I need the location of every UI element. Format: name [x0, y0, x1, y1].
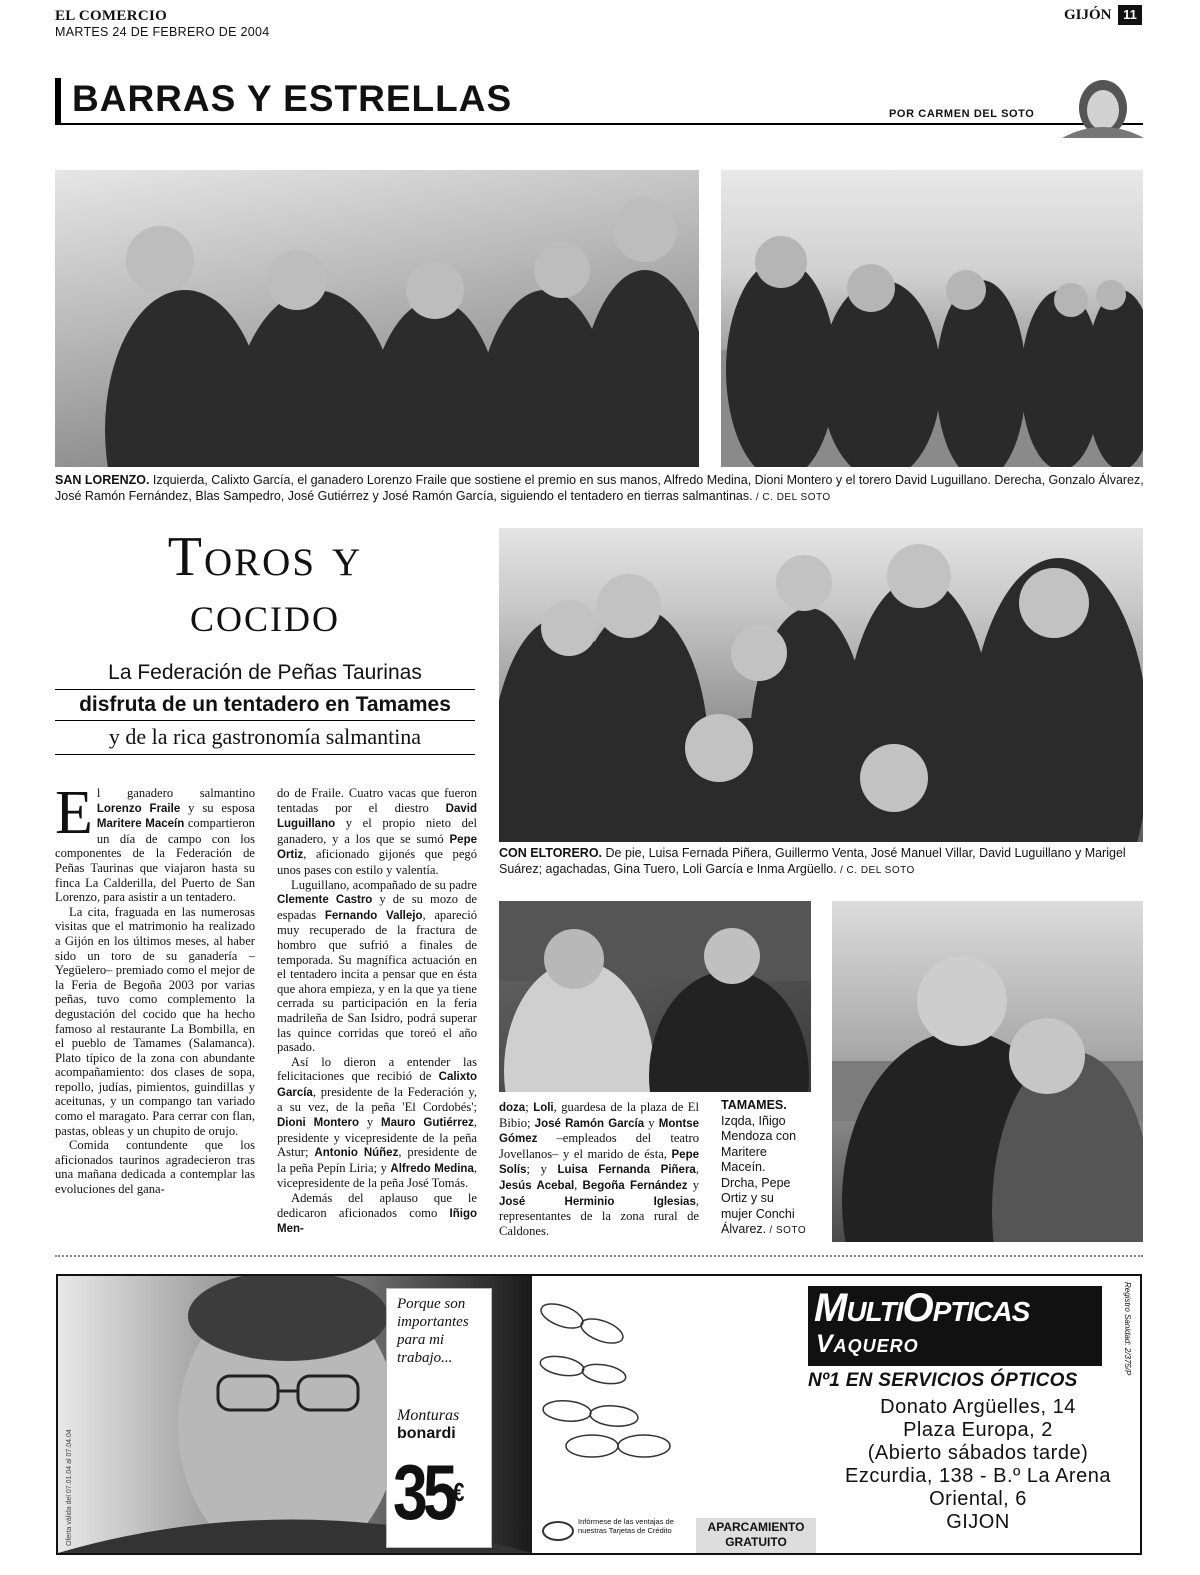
caption-tamames-line: Maritere	[721, 1144, 767, 1159]
name-mauro-gutierrez: Mauro Gutiérrez	[380, 1117, 474, 1130]
title-left-bar	[55, 78, 61, 124]
ad-quote	[387, 1289, 491, 1367]
article-column-1	[55, 779, 255, 1197]
caption-tamames-line: Izqda, Iñigo	[721, 1113, 786, 1128]
name-jose-herminio-iglesias: José Herminio Iglesias	[499, 1195, 696, 1208]
col3-text: , representantes de la zona rural de Caldones.	[499, 1193, 699, 1238]
ad-slogan: Nº1 EN SERVICIOS ÓPTICOS	[808, 1370, 1078, 1391]
headline-line1: Toros y	[167, 526, 363, 588]
col2-text: , apareció muy recuperado de la fractura de hombro que sufrió a finales de temporada. Su magnífica actuación en el tentadero incita a pensar que en ésta que ahora empieza, y en la que ya tiene cerrada su participación en la feria madrileña de San Isidro, podrá superar las quince corridas que toreó el año pasado.	[277, 907, 477, 1055]
name-jesus-acebal: Jesús Acebal	[499, 1179, 575, 1192]
photo-tamames-restaurant	[499, 901, 811, 1092]
name-pepe-ortiz: Pepe Ortiz	[277, 833, 477, 862]
col2-text: y	[359, 1115, 381, 1130]
ad-quote-line: para mi	[397, 1332, 445, 1348]
author-portrait	[1062, 72, 1144, 138]
name-inigo-mendoza-cont: doza	[499, 1102, 526, 1114]
glasses-icon	[532, 1286, 702, 1486]
ad-frames-brand: bonardi	[397, 1425, 456, 1442]
ad-brand-name: MultiOpticas	[814, 1286, 1030, 1330]
ad-card-note: Infórmese de las ventajas de nuestras Tarjetas de Crédito	[578, 1517, 674, 1535]
col2-text: , presidente de la Federación y, a su vez, de la peña 'El Cordobés';	[277, 1084, 477, 1115]
name-luisa-fernanda-pinera: Luisa Fernanda Piñera	[557, 1164, 696, 1177]
caption-tamames-line: Álvarez.	[721, 1222, 767, 1236]
col3-text: , guardesa de la plaza de El Bibio;	[499, 1100, 699, 1130]
name-calixto-garcia: Calixto García	[277, 1071, 477, 1099]
advertisement[interactable]	[56, 1274, 1142, 1555]
caption-tamames-line: Ortiz y su	[721, 1191, 774, 1205]
col1-text-c: compartieron un día de campo con los componentes de la Federación de Peñas Taurinas que viajaron hasta su finca La Calderilla, del Puerto de San Lorenzo, para asistir a un tentadero.	[55, 816, 255, 905]
caption-san-lorenzo-credit: / C. DEL SOTO	[752, 492, 831, 503]
name-jose-ramon-garcia: José Ramón García	[534, 1117, 645, 1130]
name-fernando-vallejo: Fernando Vallejo	[324, 909, 423, 922]
ad-price	[393, 1447, 464, 1537]
column-title: BARRAS Y ESTRELLAS	[72, 78, 513, 119]
ad-parking-line: GRATUITO	[725, 1535, 787, 1549]
col1-text-a: l ganadero salmantino	[96, 786, 255, 800]
col2-text: , vicepresidente de la peña José Tomás.	[277, 1160, 478, 1191]
byline: POR CARMEN DEL SOTO	[889, 108, 1035, 120]
col2-text: , presidente y vicepresidente de la peña Astur;	[277, 1115, 478, 1160]
caption-torero-label: CON ELTORERO.	[499, 846, 603, 860]
article-column-3	[499, 1100, 699, 1238]
ad-address-line: GIJON	[946, 1511, 1010, 1533]
ad-price-currency: €	[452, 1477, 465, 1507]
col2-text: Luguillano, acompañado de su padre	[291, 877, 477, 892]
name-lorenzo-fraile: Lorenzo Fraile	[96, 802, 181, 815]
caption-tamames-line: Maceín.	[721, 1160, 766, 1174]
issue-date: MARTES 24 DE FEBRERO DE 2004	[55, 25, 270, 39]
ad-price-box	[386, 1288, 492, 1548]
photo-tentadero-spectators	[721, 170, 1143, 467]
col2-text: y el propio nieto del ganadero, y a los que se sumó	[277, 816, 477, 846]
ad-quote-line: importantes	[397, 1314, 469, 1330]
ad-address-line: Plaza Europa, 2	[903, 1419, 1053, 1441]
caption-con-el-torero	[499, 845, 1145, 879]
ad-address-line: Ezcurdia, 138 - B.º La Arena	[845, 1465, 1111, 1487]
ad-address-line: Donato Argüelles, 14	[880, 1396, 1076, 1418]
photo-con-el-torero	[499, 528, 1143, 842]
col1-paragraph-3: Comida contundente que los aficionados taurinos agradecieron tras una mañana dedicada a contemplar las evoluciones del gana-	[55, 1138, 255, 1197]
col2-text: , presidente de la peña Pepín Liria; y	[277, 1145, 477, 1175]
caption-tamames-line: mujer Conchi	[721, 1206, 795, 1221]
col3-text: ;	[525, 1100, 534, 1114]
col2-text: Así lo dieron a entender las felicitaciones que recibió de	[277, 1054, 477, 1084]
col1-text-b: y su esposa	[180, 800, 255, 815]
caption-tamames	[721, 1098, 829, 1239]
photo-san-lorenzo-group	[55, 170, 699, 467]
ad-separator	[55, 1255, 1143, 1257]
deck-rule1	[55, 689, 475, 690]
deck-line1-text: La Federación de Peñas Taurinas	[108, 661, 422, 684]
ad-price-value: 35	[393, 1448, 453, 1536]
col3-text: y	[644, 1115, 659, 1130]
ad-store-name: Vaquero	[816, 1330, 919, 1358]
name-dioni-montero: Dioni Montero	[277, 1117, 359, 1130]
name-inigo-mendoza: Iñigo Men-	[277, 1207, 477, 1236]
photo-tamames-couple	[832, 901, 1143, 1242]
col3-text: ,	[695, 1162, 699, 1177]
name-clemente-castro: Clemente Castro	[277, 894, 373, 907]
paper-name: EL COMERCIO	[55, 8, 168, 24]
headline-line2: cocido	[189, 586, 340, 643]
col3-text: ,	[574, 1177, 583, 1192]
ad-address-line: Oriental, 6	[929, 1488, 1027, 1510]
caption-san-lorenzo-label: SAN LORENZO.	[55, 473, 150, 487]
name-david-luguillano: David Luguillano	[277, 802, 477, 831]
name-maritere-macein: Maritere Maceín	[96, 818, 185, 831]
deck-line2: disfruta de un tentadero en Tamames	[79, 693, 451, 716]
ad-addresses	[818, 1396, 1138, 1534]
ad-frames-label: Monturas	[397, 1407, 460, 1424]
name-montse-gomez: Montse Gómez	[499, 1117, 700, 1146]
deck-line3: y de la rica gastronomía salmantina	[108, 724, 422, 749]
col2-text: do de Fraile. Cuatro vacas que fueron tentadas por el diestro	[277, 786, 477, 815]
ad-parking-line: APARCAMIENTO	[707, 1520, 805, 1534]
col3-text: y	[687, 1177, 699, 1192]
deck-line1	[55, 660, 475, 686]
caption-san-lorenzo	[55, 472, 1145, 506]
col2-text: Además del aplauso que le dedicaron aficionados como	[277, 1191, 477, 1220]
ad-registry: Registro Sanidad: 2/375/P	[1123, 1282, 1132, 1376]
caption-tamames-line: Mendoza con	[721, 1129, 797, 1143]
caption-torero-credit: / C. DEL SOTO	[836, 865, 915, 876]
col3-text: ; y	[526, 1162, 558, 1177]
name-pepe-solis: Pepe Solís	[499, 1148, 699, 1177]
col1-paragraph-2: La cita, fraguada en las numerosas visitas que el matrimonio ha realizado a Gijón en los últimos meses, al haber sido un toro de su ganadería –Yegüelero– premiado como el mejor de la Feria de Begoña 2003 por varias peñas, tuvo como complemento la degustación del cocido que ha hecho famoso al restaurante La Bombilla, en el pueblo de Tamames (Salamanca). Plato típico de la zona con abundante acompañamiento: dos clases de sopa, repollo, judías, pimientos, guindillas y aceitunas, y un compango tan variado como el maragato. Para cerrar con flan, pastas, obleas y un chupito de orujo.	[55, 904, 255, 1138]
article-column-2	[277, 786, 477, 1237]
ad-fine-print: Oferta válida del 07.01.04 al 07.04.04	[66, 1429, 73, 1546]
ad-brand-logo	[808, 1286, 1102, 1366]
name-begona-fernandez: Begoña Fernández	[582, 1179, 688, 1192]
title-rule	[55, 123, 1143, 125]
page-number: 11	[1118, 5, 1142, 25]
ad-quote-line: trabajo...	[397, 1350, 453, 1366]
ad-parking	[696, 1518, 816, 1554]
caption-tamames-label: TAMAMES.	[721, 1098, 787, 1112]
name-loli: Loli	[533, 1102, 554, 1114]
col3-text: –empleados del teatro Jovellanos– y el marido de ésta,	[499, 1131, 699, 1161]
name-alfredo-medina: Alfredo Medina	[390, 1162, 474, 1175]
caption-san-lorenzo-text: Izquierda, Calixto García, el ganadero Lorenzo Fraile que sostiene el premio en sus manos, Alfredo Medina, Dioni Montero y el torero David Luguillano. Derecha, Gonzalo Álvarez, José Ramón Fernández, Blas Sampedro, José Gutiérrez y José Ramón García, siguiendo el tentadero en tierras salmantinas.	[55, 473, 1144, 503]
deck-rule3	[55, 754, 475, 755]
ad-address-line: (Abierto sábados tarde)	[867, 1442, 1089, 1464]
col2-text: , aficionado gijonés que pegó unos pases con estilo y valentía.	[277, 847, 477, 877]
caption-torero-text: De pie, Luisa Fernada Piñera, Guillermo Venta, José Manuel Villar, David Luguillano y Marigel Suárez; agachadas, Gina Tuero, Loli García e Inma Argüello.	[499, 846, 1126, 876]
section-name: GIJÓN	[1064, 7, 1112, 23]
col2-text: y de su mozo de espadas	[277, 892, 477, 922]
caption-tamames-credit: / SOTO	[766, 1225, 807, 1236]
name-antonio-nunez: Antonio Núñez	[314, 1147, 399, 1160]
caption-tamames-line: Drcha, Pepe	[721, 1175, 791, 1190]
drop-cap: E	[55, 779, 93, 847]
credit-card-icon	[542, 1521, 574, 1541]
deck-rule2	[55, 720, 475, 721]
ad-quote-line: Porque son	[397, 1296, 466, 1312]
